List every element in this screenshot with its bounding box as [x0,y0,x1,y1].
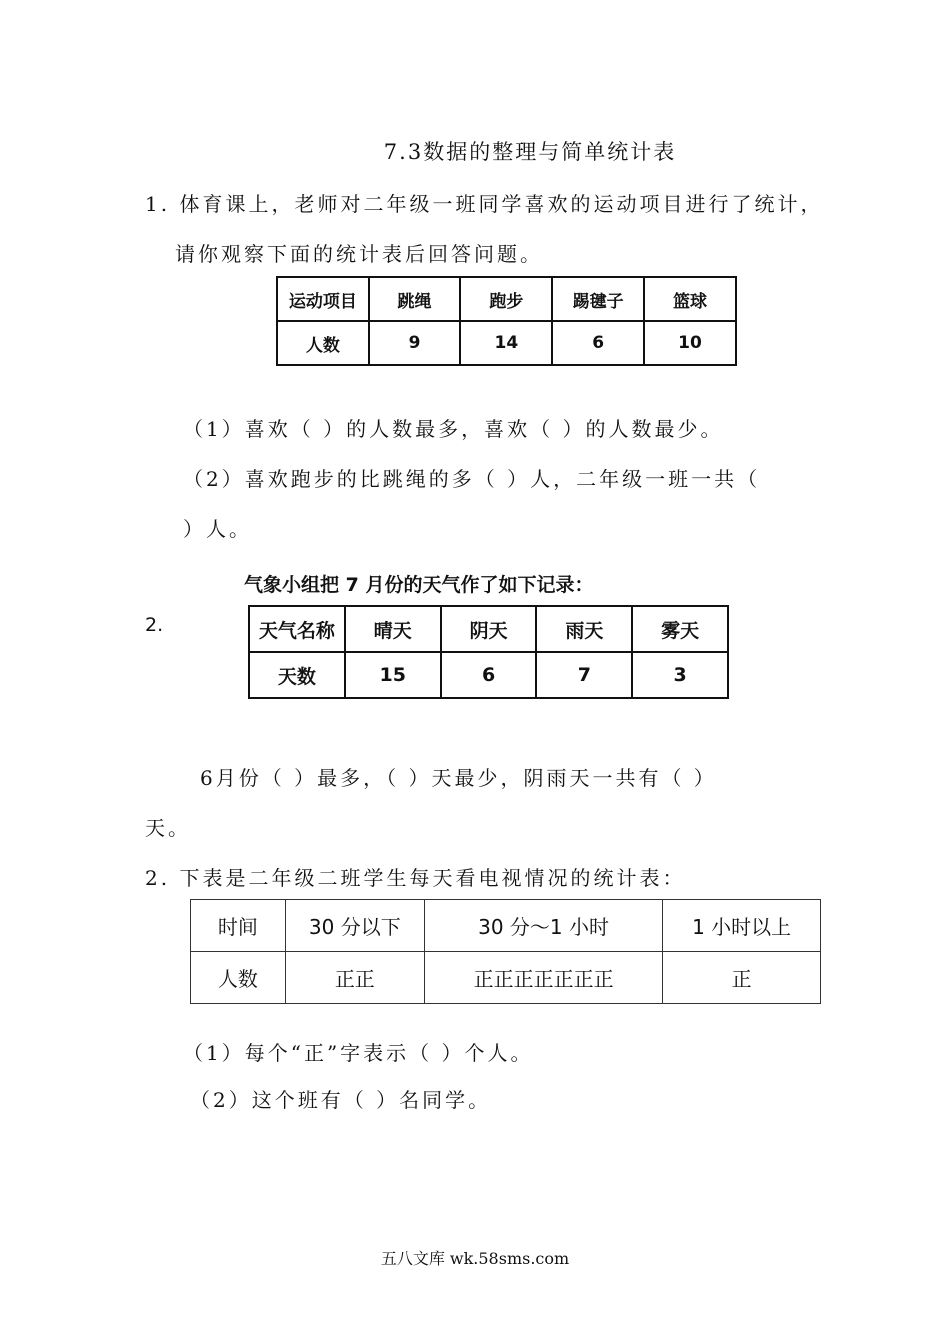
sports-table [276,276,737,366]
q1-sub-2-line-1: （2）喜欢跑步的比跳绳的多（ ）人，二年级一班一共（ [183,467,761,491]
q2-line-1: 6月份（ ）最多，（ ）天最少，阴雨天一共有（ ） [200,766,717,790]
q1-line-2: 请你观察下面的统计表后回答问题。 [175,242,543,266]
table-cell: 正 [663,952,821,1004]
q1-sub-2-line-2: ）人。 [183,517,252,541]
table-cell: 雨天 [536,606,632,652]
table-cell: 雾天 [632,606,728,652]
table-header-row [277,277,736,321]
q3-sub-1: （1）每个“正”字表示（ ）个人。 [183,1041,534,1065]
table-cell: 3 [632,652,728,698]
table-cell: 30 分以下 [285,900,424,952]
table-cell: 7 [536,652,632,698]
table-cell: 运动项目 [277,277,369,321]
table-cell: 14 [460,321,552,365]
table-header-row [191,900,821,952]
table-row [249,652,728,698]
table-cell: 人数 [277,321,369,365]
tv-table [190,899,821,1004]
table-cell: 晴天 [345,606,441,652]
table-cell: 9 [369,321,461,365]
q1-sub-1: （1）喜欢（ ）的人数最多，喜欢（ ）的人数最少。 [183,417,724,441]
q3-line-1: 2. 下表是二年级二班学生每天看电视情况的统计表： [145,866,686,890]
page-title: 7.3数据的整理与简单统计表 [383,140,677,164]
table-cell: 天数 [249,652,345,698]
table-cell: 人数 [191,952,286,1004]
q2-number: 2. [145,614,164,636]
q3-sub-2: （2）这个班有（ ）名同学。 [190,1088,492,1112]
table-cell: 正正正正正正正 [424,952,662,1004]
table-cell: 15 [345,652,441,698]
table-cell: 篮球 [644,277,736,321]
table-cell: 30 分～1 小时 [424,900,662,952]
table-cell: 正正 [285,952,424,1004]
table-cell: 天气名称 [249,606,345,652]
weather-table [248,605,729,699]
table-row [277,321,736,365]
table-cell: 1 小时以上 [663,900,821,952]
table-header-row [249,606,728,652]
q2-line-2: 天。 [145,816,191,840]
table-cell: 时间 [191,900,286,952]
table-cell: 阴天 [441,606,537,652]
table-cell: 跑步 [460,277,552,321]
table-row [191,952,821,1004]
table-cell: 6 [441,652,537,698]
table-cell: 跳绳 [369,277,461,321]
footer-watermark: 五八文库 wk.58sms.com [380,1249,570,1268]
table-cell: 10 [644,321,736,365]
table-cell: 踢毽子 [552,277,644,321]
table-cell: 6 [552,321,644,365]
q1-line-1: 1. 体育课上，老师对二年级一班同学喜欢的运动项目进行了统计， [145,192,824,216]
weather-caption: 气象小组把 7 月份的天气作了如下记录： [244,574,594,596]
